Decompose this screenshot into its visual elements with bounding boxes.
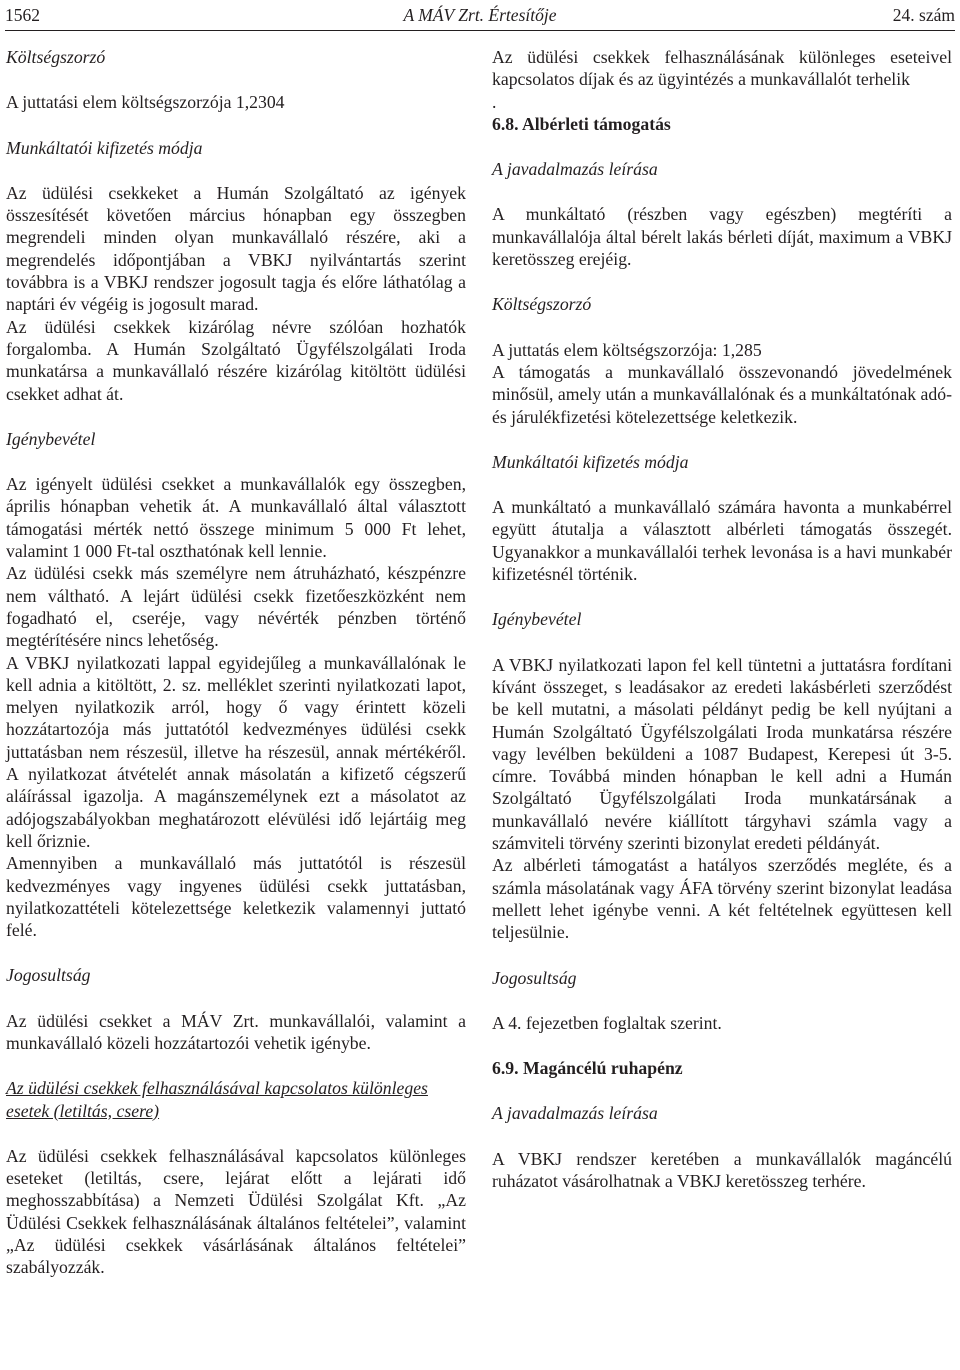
paragraph-igenybevetel-right-2: Az albérleti támogatást a hatályos szerződés megléte, és a számla másolatának vagy ÁFA törvény szerint bizonylat leadása mellett lehet igénybe venni. A két feltételnek együttesen kell teljesülnie. [492,855,952,943]
paragraph-dijak: Az üdülési csekkek felhasználásának különleges eseteivel kapcsolatos díjak és az ügyintézés a munkavállalót terhelik [492,47,952,90]
heading-koltsegszorzo: Költségszorzó [6,47,106,67]
paragraph-igenybevetel-3: A VBKJ nyilatkozati lappal egyidejűleg a munkavállalónak le kell adnia a kitöltött, 2. sz. melléklet szerinti nyilatkozati lapot, melyen nyilatkozik arról, hogy ő vagy érintett közeli hozzátartozója más juttatótól kedvezményes üdülési csekk juttatásban nem részesül, illetve ha részesül, annak mértékéről. A nyilatkozat átvételét annak másolatán a kifizető cégszerű aláírással igazolja. A magánszemélynek ezt a másolatot az adójogszabályokban meghatározott elévülési idő lejártáig meg kell őriznie. [6,652,466,851]
heading-jogosultsag: Jogosultság [6,965,91,986]
page-header [5,4,955,31]
paragraph-leiras-2: A VBKJ rendszer keretében a munkavállalók magáncélú ruházatot vásárolhatnak a VBKJ keretösszeg terhére. [492,1148,952,1191]
paragraph-igenybevetel-right-1: A VBKJ nyilatkozati lapon fel kell tüntetni a juttatásra fordítani kívánt összeget, s leadásakor az eredeti lakásbérleti szerződést be kell mutatni, a másolati példányt pedig be kell nyújtani a Humán Szolgáltató Ügyfélszolgálati Iroda munkatársa részére vagy levélben beküldeni a 1087 Budapest, Kerepesi út 3-5. címre. Továbbá minden hónapban le kell adni a Humán Szolgáltató Ügyfélszolgálati Iroda munkatársának a munkavállaló nevére kiállított tárgyhavi számla vagy a számviteli törvény szerinti bizonylat eredeti példányát. [492,654,952,854]
paragraph-igenybevetel-4: Amennyiben a munkavállaló más juttatótól is részesül kedvezményes vagy ingyenes üdülési csekk juttatásban, nyilatkozattételi kötelezettsége keletkezik valamennyi juttató felé. [6,853,466,941]
left-column [6,46,466,1279]
paragraph-kifizetes-right: A munkáltató a munkavállaló számára havonta a munkabérrel együtt átutalja a választott albérleti támogatás összegét. Ugyanakkor a munkavállalói terhek levonása is a havi munkabér kifizetésnél történik. [492,497,952,585]
heading-section-6-9: 6.9. Magáncélú ruhapénz [492,1058,683,1079]
paragraph-kifizetes-2: Az üdülési csekkek kizárólag névre szólóan hozhatók forgalomba. A Humán Szolgáltató Ügyfélszolgálati Iroda munkatársa a munkavállaló részére kizárólag kitöltött üdülési csekket adhat át. [6,316,466,404]
right-column [492,46,952,1192]
heading-koltsegszorzo-right: Költségszorzó [492,294,592,315]
heading-igenybevetel: Igénybevétel [6,428,96,449]
heading-munkaltatoi-kifizetes: Munkáltatói kifizetés módja [6,137,203,158]
paragraph-koltsegszorzo-1: A juttatás elem költségszorzója: 1,285 [492,339,762,360]
heading-munkaltatoi-kifizetes-right: Munkáltatói kifizetés módja [492,451,689,472]
heading-kulonleges-esetek: Az üdülési csekkek felhasználásával kapcsolatos különleges esetek (letiltás, csere) [6,1078,428,1121]
heading-jogosultsag-right: Jogosultság [492,967,577,988]
journal-title: A MÁV Zrt. Értesítője [403,5,557,25]
paragraph-jogosultsag-right: A 4. fejezetben foglaltak szerint. [492,1012,722,1033]
paragraph-jogosultsag: Az üdülési csekket a MÁV Zrt. munkavállalói, valamint a munkavállaló közeli hozzátartozói vehetik igénybe. [6,1010,466,1053]
page-number: 1562 [5,5,40,25]
paragraph-igenybevetel-2: Az üdülési csekk más személyre nem átruházható, készpénzre nem váltható. A lejárt üdülési csekk fizetőeszközként nem fogadható el, cseréje, vagy névérték pénzben történő megtérítésére nincs lehetőség. [6,563,466,651]
paragraph-kulonleges-esetek: Az üdülési csekkek felhasználásával kapcsolatos különleges eseteket (letiltás, csere, lejárat előtt a lejárati idő meghosszabbítása) a Nemzeti Üdülési Szolgálat Kft. „Az Üdülési Csekkek felhasználásának általános feltételei”, valamint „Az üdülési csekkek vásárlásának általános feltételei” szabályozzák. [6,1145,466,1278]
issue-number: 24. szám [892,5,955,25]
paragraph-dot: . [492,91,497,112]
heading-igenybevetel-right: Igénybevétel [492,609,582,630]
heading-javadalmazas-leirasa-2: A javadalmazás leírása [492,1103,658,1124]
paragraph-leiras-1: A munkáltató (részben vagy egészben) megtéríti a munkavállalója által bérelt lakás bérleti díját, maximum a VBKJ keretösszeg erejéig. [492,204,952,270]
paragraph-igenybevetel-1: Az igényelt üdülési csekket a munkavállalók egy összegben, április hónapban vehetik át. A munkavállaló által választott támogatási mérték nettó összege minimum 5 000 Ft lehet, valamint 1 000 Ft-tal oszthatónak kell lennie. [6,474,466,562]
heading-javadalmazas-leirasa-1: A javadalmazás leírása [492,159,658,180]
heading-section-6-8: 6.8. Albérleti támogatás [492,113,671,134]
paragraph-koltsegszorzo: A juttatási elem költségszorzója 1,2304 [6,92,285,113]
paragraph-kifizetes-1: Az üdülési csekkeket a Humán Szolgáltató az igények összesítését követően március hónapban egy összegben megrendeli minden olyan munkavállaló részére, aki a megrendelés időpontjában a VBKJ nyilvántartás szerint továbbra is a VBKJ rendszer jogosult tagja és előre láthatólag a naptári év végéig is jogosult marad. [6,182,466,315]
paragraph-koltsegszorzo-2: A támogatás a munkavállaló összevonandó jövedelmének minősül, amely után a munkavállalónak és a munkáltatónak adó- és járulékfizetési kötelezettsége keletkezik. [492,361,952,427]
